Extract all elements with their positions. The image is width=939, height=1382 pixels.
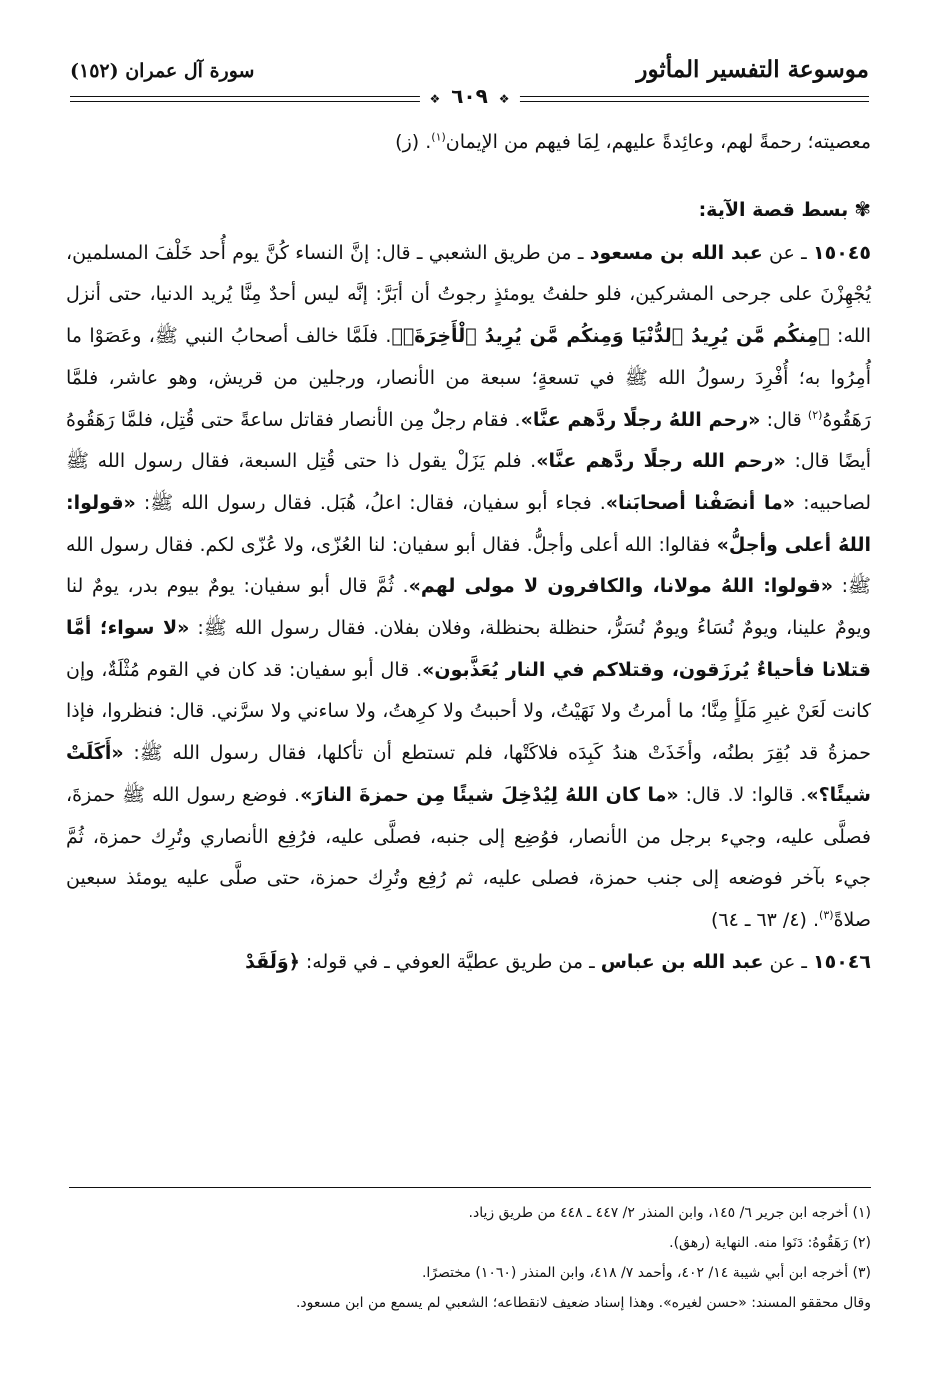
section-heading: ✾بسط قصة الآية: (698, 196, 871, 221)
hadith-quote: «قولوا: اللهُ مولانا، والكافرون لا مولى لهم» (408, 575, 833, 598)
footnote-3: (٣) أخرجه ابن أبي شيبة ١٤/ ٤٠٢، وأحمد ٧/ ٤١٨، وابن المنذر (١٠٦٠) مختصرًا. (421, 1265, 871, 1281)
ornament-icon: ❖ (429, 92, 441, 106)
footnotes (70, 1198, 871, 1318)
footnote-2: (٢) رَهَقُوهُ: دَنَوا منه. النهاية (رهق). (669, 1235, 871, 1251)
narration-number: ١٥٠٤٥ (813, 241, 871, 264)
quran-verse: ﴿وَلَقَدْ (245, 950, 300, 973)
page-number-block (419, 84, 519, 108)
narration-15046: ١٥٠٤٦ ـ عن عبد الله بن عباس ـ من طريق عطيَّة العوفي ـ في قوله: ﴿وَلَقَدْ (245, 950, 871, 973)
ornament-icon: ❖ (498, 92, 510, 106)
narration-number: ١٥٠٤٦ (813, 950, 871, 973)
footnote-3-note: وقال محققو المسند: «حسن لغيره». وهذا إسناد ضعيف لانقطاعه؛ الشعبي لم يسمع من ابن مسعود. (295, 1295, 871, 1311)
narrator-name: عبد الله بن مسعود (589, 241, 763, 264)
page-header (70, 56, 869, 108)
narration-15045: ١٥٠٤٥ ـ عن عبد الله بن مسعود ـ من طريق الشعبي ـ قال: إنَّ النساء كُنَّ يوم أُحد خَلْفَ المسلمين، يُجْهِزْنَ على جرحى المشركين، فلو حلفتُ يومئذٍ رجوتُ أن أبَرَّ: إنَّه ليس أحدٌ مِنَّا يُريد الدنيا، حتى أنزل الله: ﴿مِنكُم مَّن يُرِيدُ ٱلدُّنْيَا وَمِنكُم مَّن يُرِيدُ ٱلْأَخِرَةَۚ﴾. فلَمَّا خالف أصحابُ النبي ﷺ، وعَصَوْا ما أُمِرُوا به؛ أُفْرِدَ رسولُ الله ﷺ في تسعةٍ؛ سبعة من الأنصار، ورجلين من قريش، وهو عاشر، فلمَّا رَهَقُوهُ$^{(٢)}$ قال: «رحم اللهُ رجلًا ردَّهم عنَّا». فقام رجلٌ مِن الأنصار فقاتل ساعةً حتى قُتِل، فلمَّا رَهَقُوهُ أيضًا قال: «رحم الله رجلًا ردَّهم عنَّا». فلم يَزَلْ يقول ذا حتى قُتِل السبعة، فقال رسول الله ﷺ لصاحبيه: «ما أنصَفْنا أصحابَنا». فجاء أبو سفيان، فقال: اعلُ، هُبَل. فقال رسول الله ﷺ: «قولوا: اللهُ أعلى وأجلُّ» فقالوا: الله أعلى وأجلُّ. فقال أبو سفيان: لنا العُزّى، ولا عُزّى لكم. فقال رسول الله ﷺ: «قولوا: اللهُ مولانا، والكافرون لا مولى لهم». ثُمَّ قال أبو سفيان: يومٌ بيوم بدر، يومٌ لنا ويومٌ علينا، ويومٌ نُسَاءُ ويومٌ نُسَرُّ، حنظلة بحنظلة، وفلان بفلان. فقال رسول الله ﷺ: «لا سواء؛ أمَّا قتلانا فأحياءٌ يُرزَقون، وقتلاكم في النار يُعَذَّبون». قال أبو سفيان: قد كان في القوم مُثْلَةٌ، وإن كانت لَعَنْ غيرِ مَلَأٍ مِنَّا؛ ما أمرتُ ولا نَهَيْتُ، ولا أحببتُ ولا كرِهتُ، ولا ساءني ولا سرَّني. قال: فنظروا، فإذا حمزةُ قد بُقِرَ بطنُه، وأخَذَتْ هندُ كَبِدَه فلاكَتْها، فلم تستطع أن تأكلها، فقال رسول الله ﷺ: «أَكَلَتْ شيئًا؟». قالوا: لا. قال: «ما كان اللهُ لِيُدْخِلَ شيئًا مِن حمزةَ النارَ». فوضع رسول الله ﷺ حمزةَ، فصلَّى عليه، وجيء برجل من الأنصار، فوُضِع إلى جنبه، فصلَّى عليه، فرُفِع الأنصاري وتُرِك حمزة، ثُمَّ جيء بآخر فوضعه إلى جنب حمزة، فصلى عليه، ثم رُفِع وتُرِك حمزة، حتى صلَّى عليه يومئذ سبعين صلاةً$^{(٣)}$. (٤/ ٦٣ ـ ٦٤) (66, 241, 872, 931)
footnote-ref: (٢) (807, 408, 823, 422)
hadith-quote: «ما كان اللهُ لِيُدْخِلَ شيئًا مِن حمزةَ النارَ» (300, 783, 679, 806)
hadith-quote: «رحم الله رجلًا ردَّهم عنَّا» (536, 450, 786, 473)
hadith-quote: «رحم اللهُ رجلًا ردَّهم عنَّا» (520, 408, 761, 431)
hadith-quote: «لا سواء؛ أمَّا قتلانا فأحياءٌ يُرزَقون، وقتلاكم في النار يُعَذَّبون» (66, 617, 871, 681)
footnote-1: (١) أخرجه ابن جرير ٦/ ١٤٥، وابن المنذر ٢/ ٤٤٧ ـ ٤٤٨ من طريق زياد. (468, 1205, 871, 1221)
flower-icon: ✾ (854, 196, 871, 221)
book-title: موسوعة التفسير المأثور (636, 56, 869, 83)
continuation-paragraph: معصيته؛ رحمةً لهم، وعائِدةً عليهم، لِمَا فيهم من الإيمان$^{(١)}$. (ز) (395, 130, 871, 153)
quran-verse: ﴿مِنكُم مَّن يُرِيدُ ٱلدُّنْيَا وَمِنكُم مَّن يُرِيدُ ٱلْأَخِرَةَۚ﴾ (391, 325, 830, 348)
footnote-separator (69, 1187, 871, 1188)
footnote-ref: (١) (431, 130, 446, 144)
page-number: ٦٠٩ (451, 84, 488, 108)
surah-name: سورة آل عمران (١٥٢) (70, 60, 255, 82)
footnote-ref: (٣) (819, 908, 834, 922)
hadith-quote: «أَكَلَتْ شيئًا؟» (66, 742, 871, 806)
narrator-name: عبد الله بن عباس (600, 950, 764, 973)
hadith-quote: «ما أنصَفْنا أصحابَنا» (605, 491, 796, 514)
main-text (66, 122, 871, 983)
hadith-quote: «قولوا: اللهُ أعلى وأجلُّ» (66, 491, 871, 556)
volume-reference: . (٤/ ٦٣ ـ ٦٤) (710, 908, 820, 931)
